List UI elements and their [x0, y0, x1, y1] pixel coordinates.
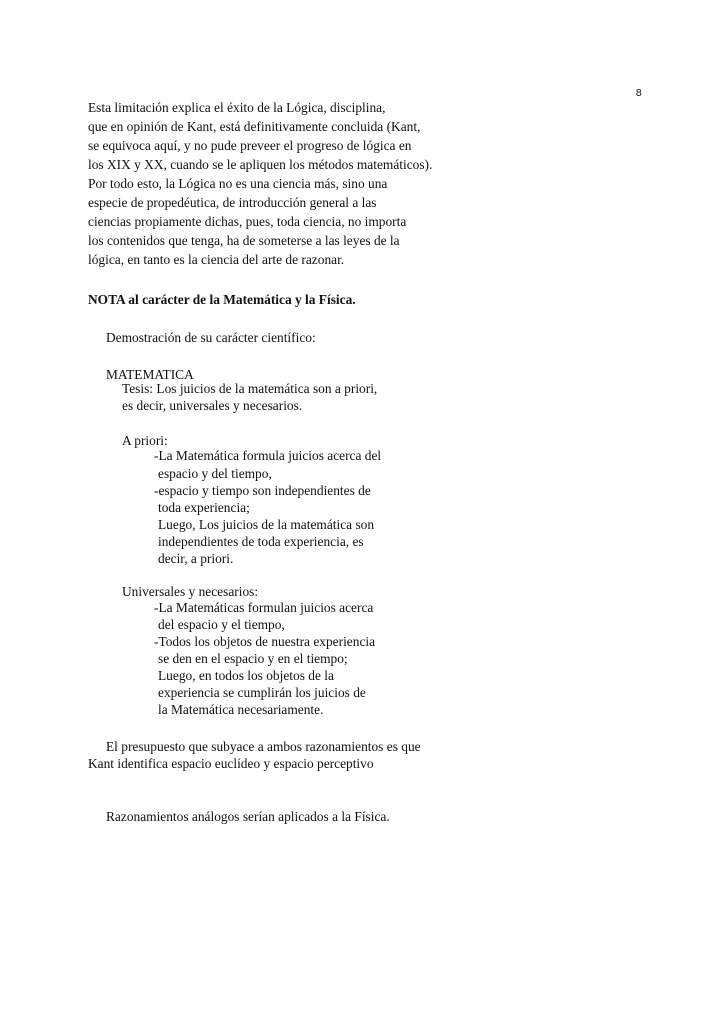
a-priori-line: -La Matemática formula juicios acerca del	[154, 448, 382, 463]
universales-line: del espacio y el tiempo,	[158, 617, 285, 632]
universales-line: la Matemática necesariamente.	[158, 702, 324, 717]
a-priori-line: toda experiencia;	[158, 500, 250, 515]
a-priori-heading: A priori:	[122, 433, 168, 448]
universales-line: -Todos los objetos de nuestra experiencia	[154, 634, 376, 649]
text-line: lógica, en tanto es la ciencia del arte de razonar.	[88, 252, 345, 267]
text-line: El presupuesto que subyace a ambos razonamientos es que	[106, 739, 421, 754]
thesis-line: Tesis: Los juicios de la matemática son a priori,	[122, 381, 378, 396]
a-priori-line: Luego, Los juicios de la matemática son	[158, 517, 375, 532]
text-line: Esta limitación explica el éxito de la Lógica, disciplina,	[88, 100, 386, 115]
fisica-line: Razonamientos análogos serían aplicados a la Física.	[106, 809, 390, 824]
universales-line: se den en el espacio y en el tiempo;	[158, 651, 348, 666]
text-line: Kant identifica espacio euclídeo y espacio perceptivo	[88, 756, 374, 771]
text-line: se equivoca aquí, y no pude preveer el progreso de lógica en	[88, 138, 412, 153]
note-heading: NOTA al carácter de la Matemática y la Física.	[88, 292, 356, 307]
universales-line: experiencia se cumplirán los juicios de	[158, 685, 366, 700]
a-priori-line: espacio y del tiempo,	[158, 466, 272, 481]
universales-heading: Universales y necesarios:	[122, 584, 259, 599]
page-number: 8	[635, 88, 642, 99]
demonstration-line: Demostración de su carácter científico:	[106, 330, 316, 345]
universales-line: -La Matemáticas formulan juicios acerca	[154, 600, 374, 615]
text-line: los XIX y XX, cuando se le apliquen los métodos matemáticos).	[88, 157, 433, 172]
a-priori-line: -espacio y tiempo son independientes de	[154, 483, 371, 498]
a-priori-line: decir, a priori.	[158, 551, 234, 566]
matematica-heading: MATEMATICA	[106, 367, 194, 382]
text-line: Por todo esto, la Lógica no es una ciencia más, sino una	[88, 176, 388, 191]
text-line: especie de propedéutica, de introducción general a las	[88, 195, 377, 210]
text-line: que en opinión de Kant, está definitivamente concluida (Kant,	[88, 119, 421, 134]
text-line: los contenidos que tenga, ha de someterse a las leyes de la	[88, 233, 400, 248]
text-line: ciencias propiamente dichas, pues, toda ciencia, no importa	[88, 214, 407, 229]
universales-line: Luego, en todos los objetos de la	[158, 668, 334, 683]
thesis-line: es decir, universales y necesarios.	[122, 398, 303, 413]
a-priori-line: independientes de toda experiencia, es	[158, 534, 364, 549]
